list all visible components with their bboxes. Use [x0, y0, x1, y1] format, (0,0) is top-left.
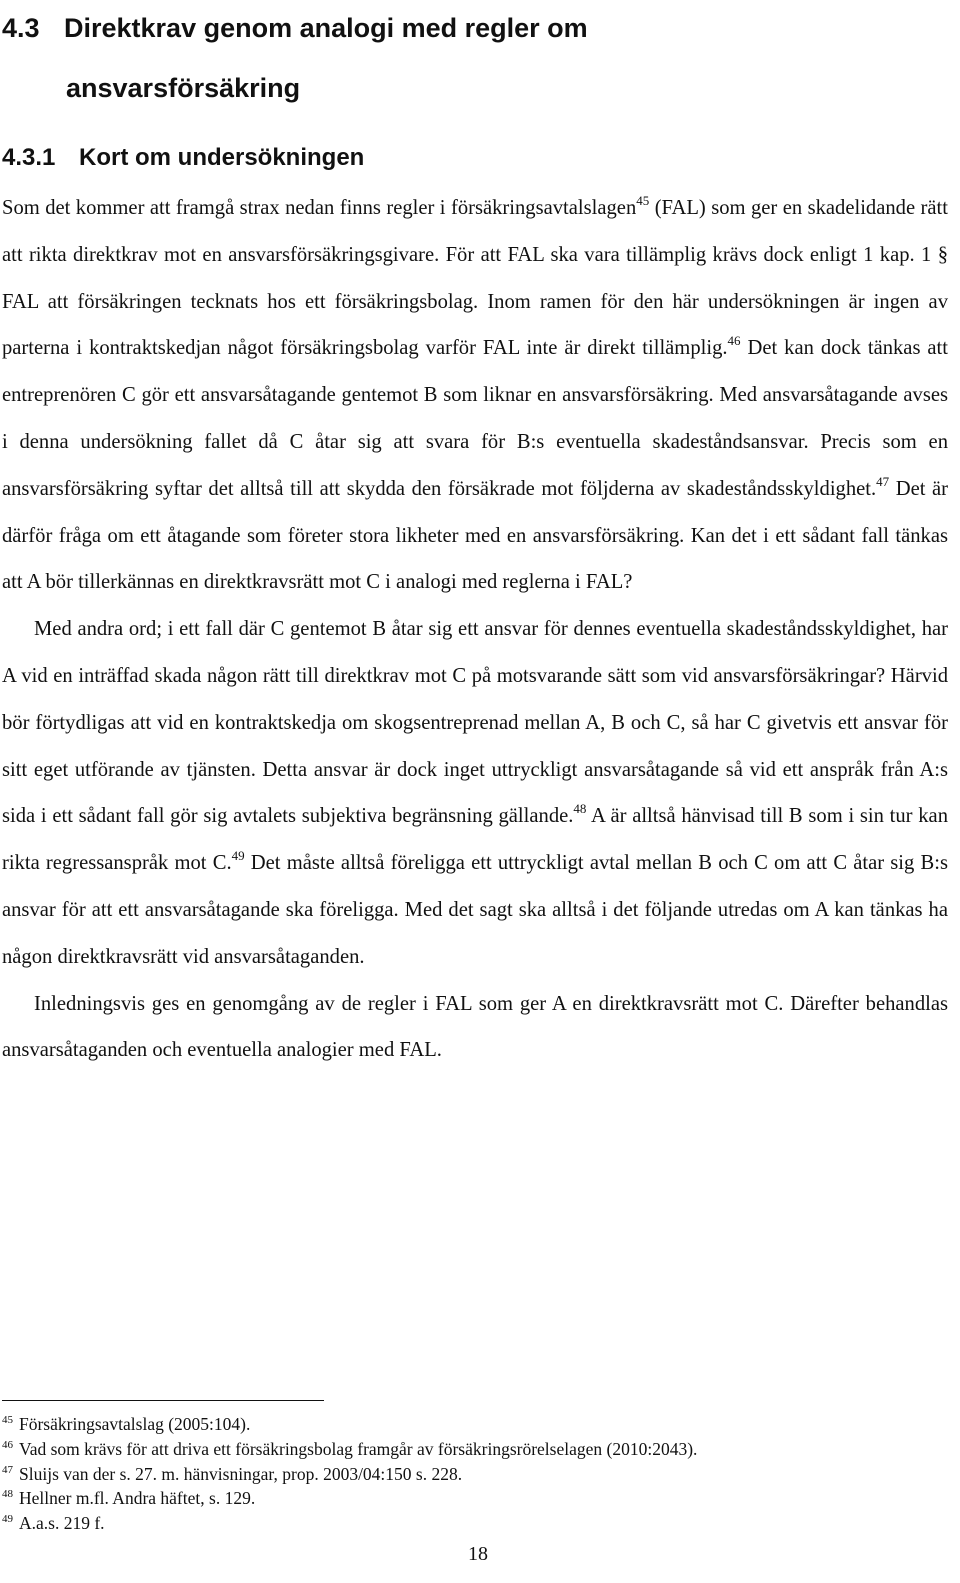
paragraph-1-part-3: Det kan dock tänkas att entreprenören C gör ett ansvarsåtagande gentemot B som liknar en ansvarsförsäkring. Med ansvarsåtagande avses i denna undersökning fallet då C åtar sig att svara för B:s eventuella skadeståndsansvar. Precis som en ansvarsförsäkring syftar det alltså till att skydda den försäkrade mot följderna av skadeståndsskyldighet.	[2, 337, 948, 500]
paragraph-1-part-2: (FAL) som ger en skadelidande rätt att rikta direktkrav mot en ansvarsförsäkringsgivare. För att FAL ska vara tillämplig krävs dock enligt 1 kap. 1 § FAL att försäkringen tecknats hos ett försäkringsbolag. Inom ramen för den här undersökningen är ingen av parterna i kontraktskedjan något försäkringsbolag varför FAL inte är direkt tillämplig.	[2, 197, 948, 360]
paragraph-2-part-1: Med andra ord; i ett fall där C gentemot B åtar sig ett ansvar för dennes eventuella skadeståndsskyldighet, har A vid en inträffad skada någon rätt till direktkrav mot C på motsvarande sätt som vid ansvarsförsäkringar? Härvid bör förtydligas att vid en kontraktskedja om skogsentreprenad mellan A, B och C, så har C givetvis ett ansvar för sitt eget utförande av tjänsten. Detta ansvar är dock inget uttryckligt ansvarsåtagande så vid ett anspråk från A:s sida i ett sådant fall gör sig avtalets subjektiva begränsning gällande.	[2, 618, 948, 828]
page-number: 18	[468, 1543, 488, 1565]
section-number: 4.3	[2, 13, 40, 43]
footnote-ref-49[interactable]: 49	[231, 848, 245, 864]
subsection-title: Kort om undersökningen	[79, 144, 365, 171]
section-title-line1: Direktkrav genom analogi med regler om	[64, 13, 588, 43]
footnote-divider	[2, 1400, 324, 1401]
footnote-number: 48	[2, 1488, 13, 1501]
footnote-45	[2, 1412, 948, 1437]
footnote-ref-45[interactable]: 45	[636, 193, 650, 208]
section-title-line2: ansvarsförsäkring	[66, 73, 301, 103]
footnote-number: 47	[2, 1463, 13, 1476]
subsection-number: 4.3.1	[2, 144, 56, 171]
paragraph-3: Inledningsvis ges en genomgång av de regler i FAL som ger A en direktkravsrätt mot C. Därefter behandlas ansvarsåtaganden och eventuella analogier med FAL.	[2, 992, 948, 1062]
footnote-ref-46[interactable]: 46	[727, 333, 741, 349]
paragraph-2	[2, 606, 948, 980]
footnote-number: 45	[2, 1414, 13, 1426]
paragraph-1	[2, 185, 948, 606]
paragraph-1-part-1: Som det kommer att framgå strax nedan finns regler i försäkringsavtalslagen	[2, 197, 637, 219]
section-heading	[2, 0, 947, 118]
footnote-number: 49	[2, 1513, 13, 1526]
body-text	[2, 185, 948, 1074]
subsection-heading	[2, 138, 947, 178]
footnote-ref-48[interactable]: 48	[573, 801, 587, 817]
footnote-ref-47[interactable]: 47	[876, 473, 890, 489]
footnote-text: Försäkringsavtalslag (2005:104).	[19, 1414, 251, 1434]
footnote-46	[2, 1437, 948, 1462]
paragraph-2-part-2: A är alltså hänvisad till B som i sin tur kan rikta regressanspråk mot C.	[2, 805, 948, 875]
footnote-text: Hellner m.fl. Andra häftet, s. 129.	[19, 1488, 256, 1509]
footnote-47	[2, 1462, 948, 1487]
footnotes	[2, 1412, 948, 1536]
footnote-49	[2, 1511, 948, 1536]
footnote-text: A.a.s. 219 f.	[19, 1513, 105, 1534]
footnote-text: Sluijs van der s. 27. m. hänvisningar, prop. 2003/04:150 s. 228.	[19, 1463, 463, 1484]
footnote-text: Vad som krävs för att driva ett försäkringsbolag framgår av försäkringsrörelselagen (2010:2043).	[19, 1438, 698, 1459]
paragraph-2-part-3: Det måste alltså föreligga ett uttryckligt avtal mellan B och C om att C åtar sig B:s ansvar för att ett ansvarsåtagande ska föreligga. Med det sagt ska alltså i det följande utredas om A kan tänkas ha någon direktkravsrätt vid ansvarsåtaganden.	[2, 852, 948, 968]
footnote-number: 46	[2, 1438, 13, 1451]
footnote-48	[2, 1486, 948, 1511]
paragraph-1-part-4: Det är därför fråga om ett åtagande som företer stora likheter med en ansvarsförsäkring. Kan det i ett sådant fall tänkas att A bör tillerkännas en direktkravsrätt mot C i analogi med reglerna i FAL?	[2, 477, 949, 594]
